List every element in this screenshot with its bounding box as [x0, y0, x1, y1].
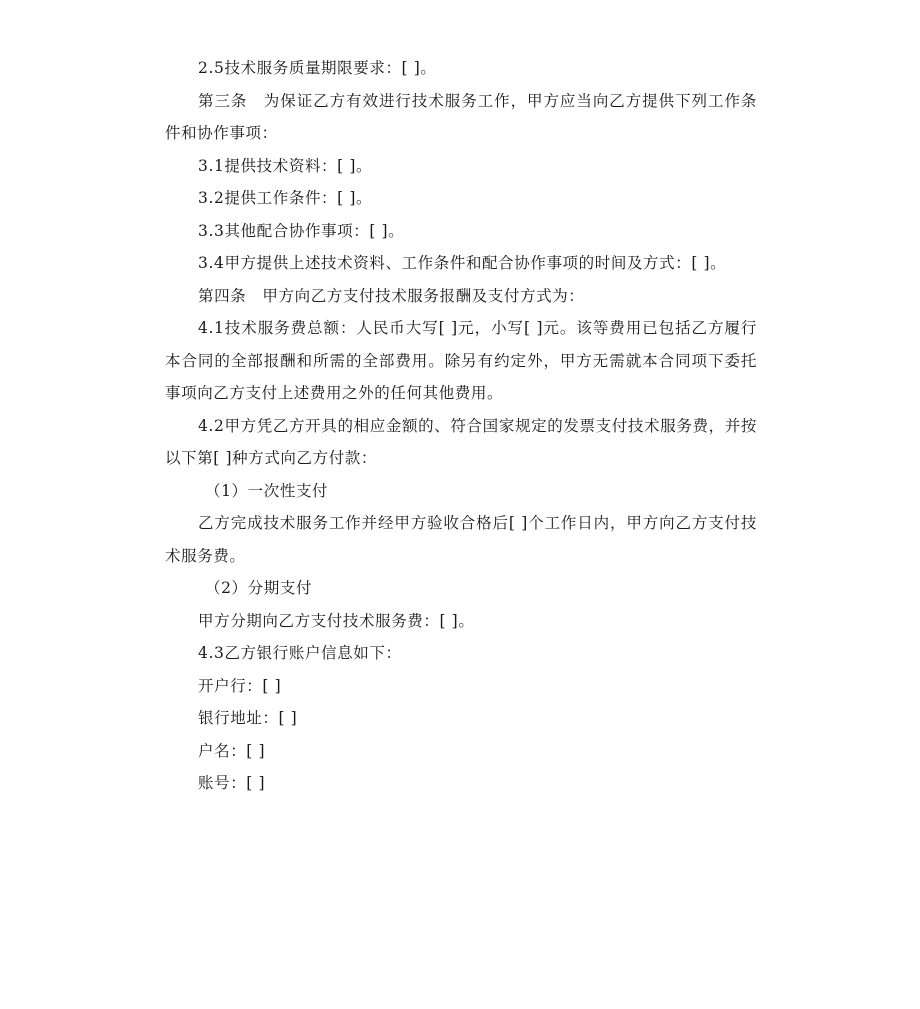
- clause-4-1: 4.1技术服务费总额：人民币大写[ ]元，小写[ ]元。该等费用已包括乙方履行本合同的全部报酬和所需的全部费用。除另有约定外，甲方无需就本合同项下委托事项向乙方支付上述费用之外的任何其他费用。: [165, 319, 757, 402]
- clause-3-1: 3.1提供技术资料：[ ]。: [198, 156, 373, 175]
- clause-4-3: 4.3乙方银行账户信息如下：: [198, 644, 402, 662]
- payment-option-2: （2）分期支付: [205, 579, 313, 597]
- payment-option-1: （1）一次性支付: [205, 481, 329, 500]
- account-number-line: 账号：[ ]: [198, 774, 266, 792]
- clause-3-2: 3.2提供工作条件：[ ]。: [198, 189, 373, 207]
- article-4-heading: 第四条 甲方向乙方支付技术服务报酬及支付方式为：: [198, 286, 585, 305]
- clause-3-4: 3.4甲方提供上述技术资料、工作条件和配合协作事项的时间及方式：[ ]。: [198, 254, 727, 272]
- clause-4-2: 4.2甲方凭乙方开具的相应金额的、符合国家规定的发票支付技术服务费，并按以下第[ ]种方式向乙方付款：: [165, 416, 757, 467]
- bank-name-line: 开户行：[ ]: [198, 676, 282, 695]
- payment-option-2-detail: 甲方分期向乙方支付技术服务费：[ ]。: [198, 611, 475, 630]
- payment-option-1-detail: 乙方完成技术服务工作并经甲方验收合格后[ ]个工作日内，甲方向乙方支付技术服务费。: [165, 514, 757, 565]
- clause-2-5: 2.5技术服务质量期限要求：[ ]。: [198, 59, 437, 77]
- article-3-heading: 第三条 为保证乙方有效进行技术服务工作，甲方应当向乙方提供下列工作条件和协作事项：: [165, 91, 757, 142]
- clause-3-3: 3.3其他配合协作事项：[ ]。: [198, 221, 405, 240]
- bank-address-line: 银行地址：[ ]: [198, 709, 298, 727]
- account-holder-line: 户名：[ ]: [198, 741, 266, 760]
- document-body: [165, 52, 757, 800]
